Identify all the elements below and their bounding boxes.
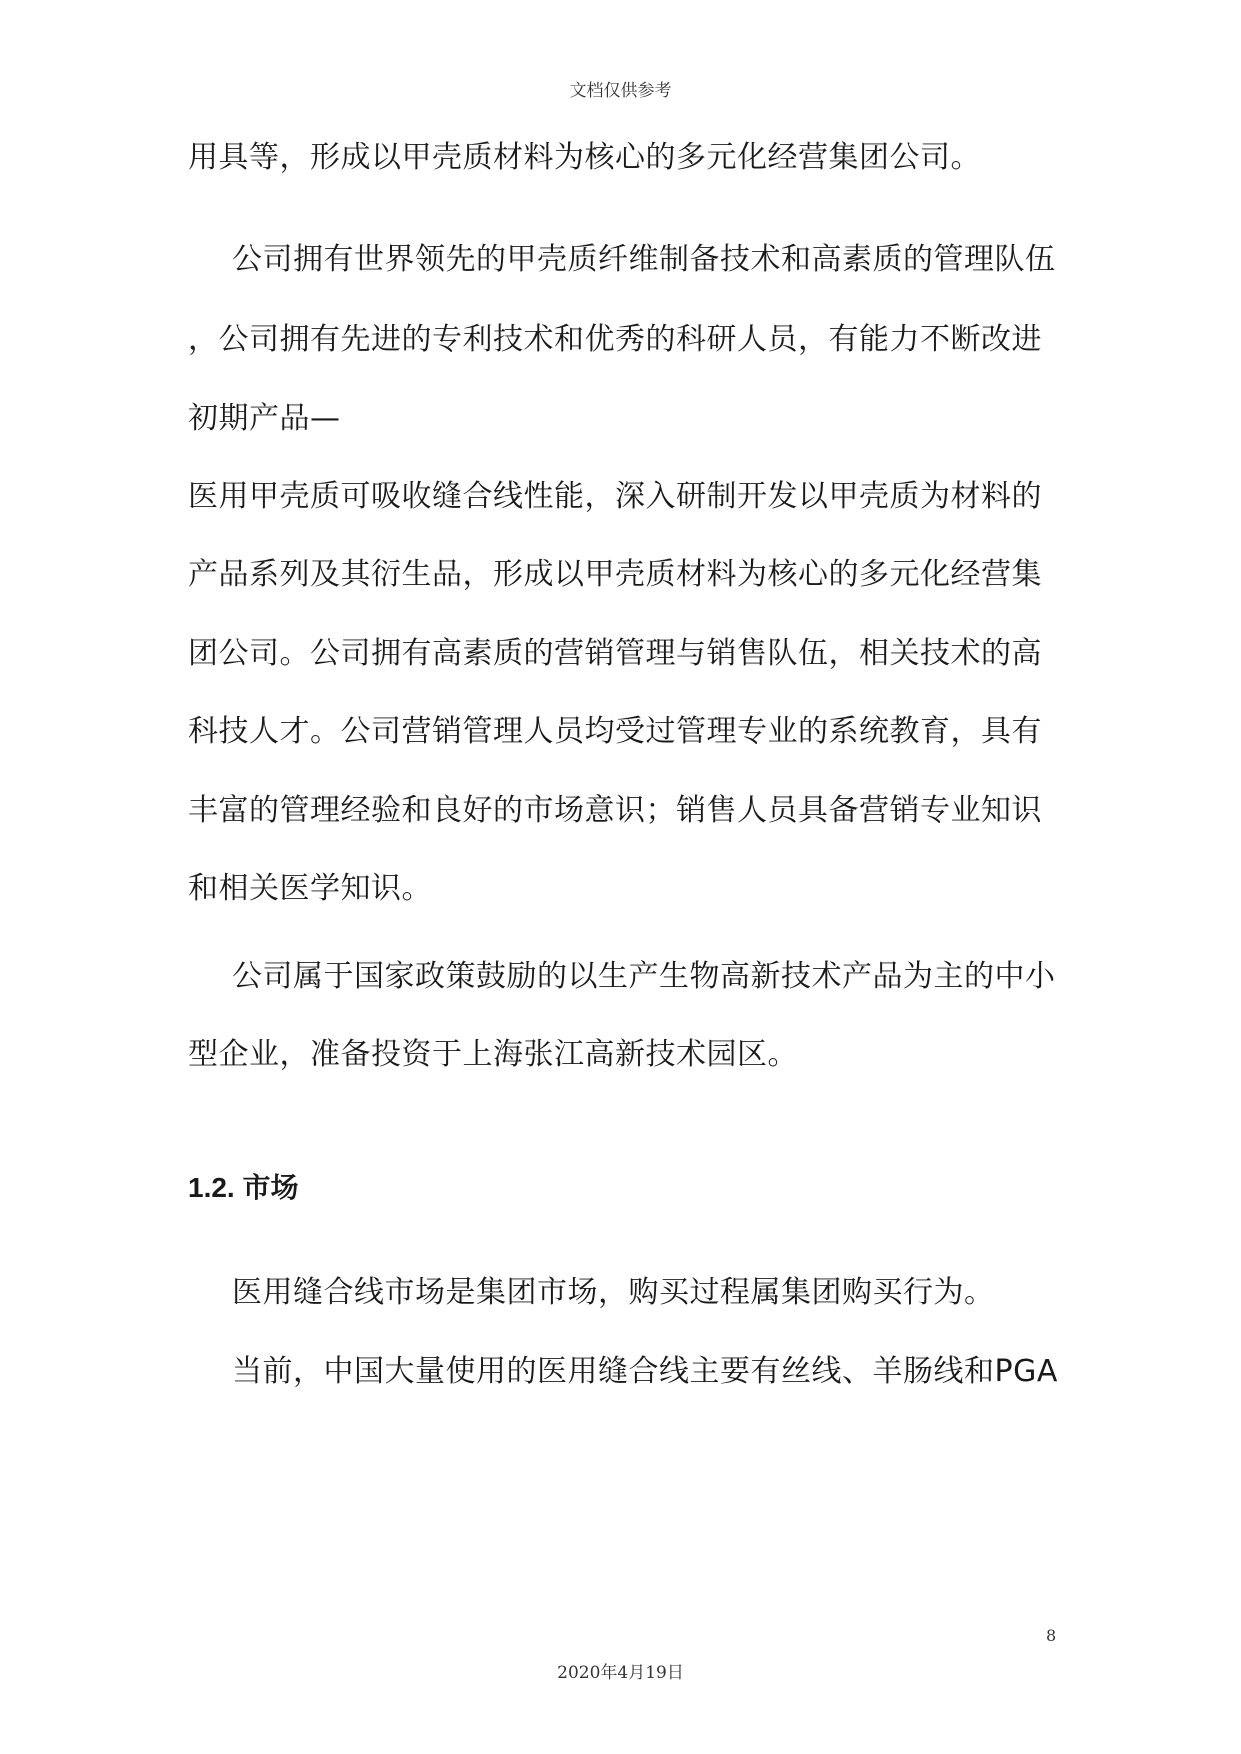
body-line-2: 公司拥有世界领先的甲壳质纤维制备技术和高素质的管理队伍 <box>232 242 1056 277</box>
body-line-4: 初期产品— <box>188 401 341 436</box>
page-header: 文档仅供参考 <box>569 81 672 101</box>
section-line-2: 当前，中国大量使用的医用缝合线主要有丝线、羊肠线和PGA <box>232 1354 1058 1389</box>
body-line-7: 团公司。公司拥有高素质的营销管理与销售队伍，相关技术的高 <box>188 636 1042 671</box>
body-line-6: 产品系列及其衍生品，形成以甲壳质材料为核心的多元化经营集 <box>188 557 1042 592</box>
page-footer-date: 2020年4月19日 <box>557 1663 684 1683</box>
section-heading: 1.2. 市场 <box>188 1172 299 1203</box>
body-line-12: 型企业，准备投资于上海张江高新技术园区。 <box>188 1037 798 1072</box>
body-line-5: 医用甲壳质可吸收缝合线性能，深入研制开发以甲壳质为材料的 <box>188 479 1042 514</box>
body-line-11: 公司属于国家政策鼓励的以生产生物高新技术产品为主的中小 <box>232 959 1056 994</box>
body-line-9: 丰富的管理经验和良好的市场意识；销售人员具备营销专业知识 <box>188 793 1042 828</box>
page-number: 8 <box>1046 1626 1057 1645</box>
body-line-8: 科技人才。公司营销管理人员均受过管理专业的系统教育，具有 <box>188 714 1042 749</box>
section-line-1: 医用缝合线市场是集团市场，购买过程属集团购买行为。 <box>232 1275 995 1310</box>
body-line-1: 用具等，形成以甲壳质材料为核心的多元化经营集团公司。 <box>188 140 981 175</box>
body-line-10: 和相关医学知识。 <box>188 871 432 906</box>
body-line-3: ，公司拥有先进的专利技术和优秀的科研人员，有能力不断改进 <box>188 322 1042 357</box>
